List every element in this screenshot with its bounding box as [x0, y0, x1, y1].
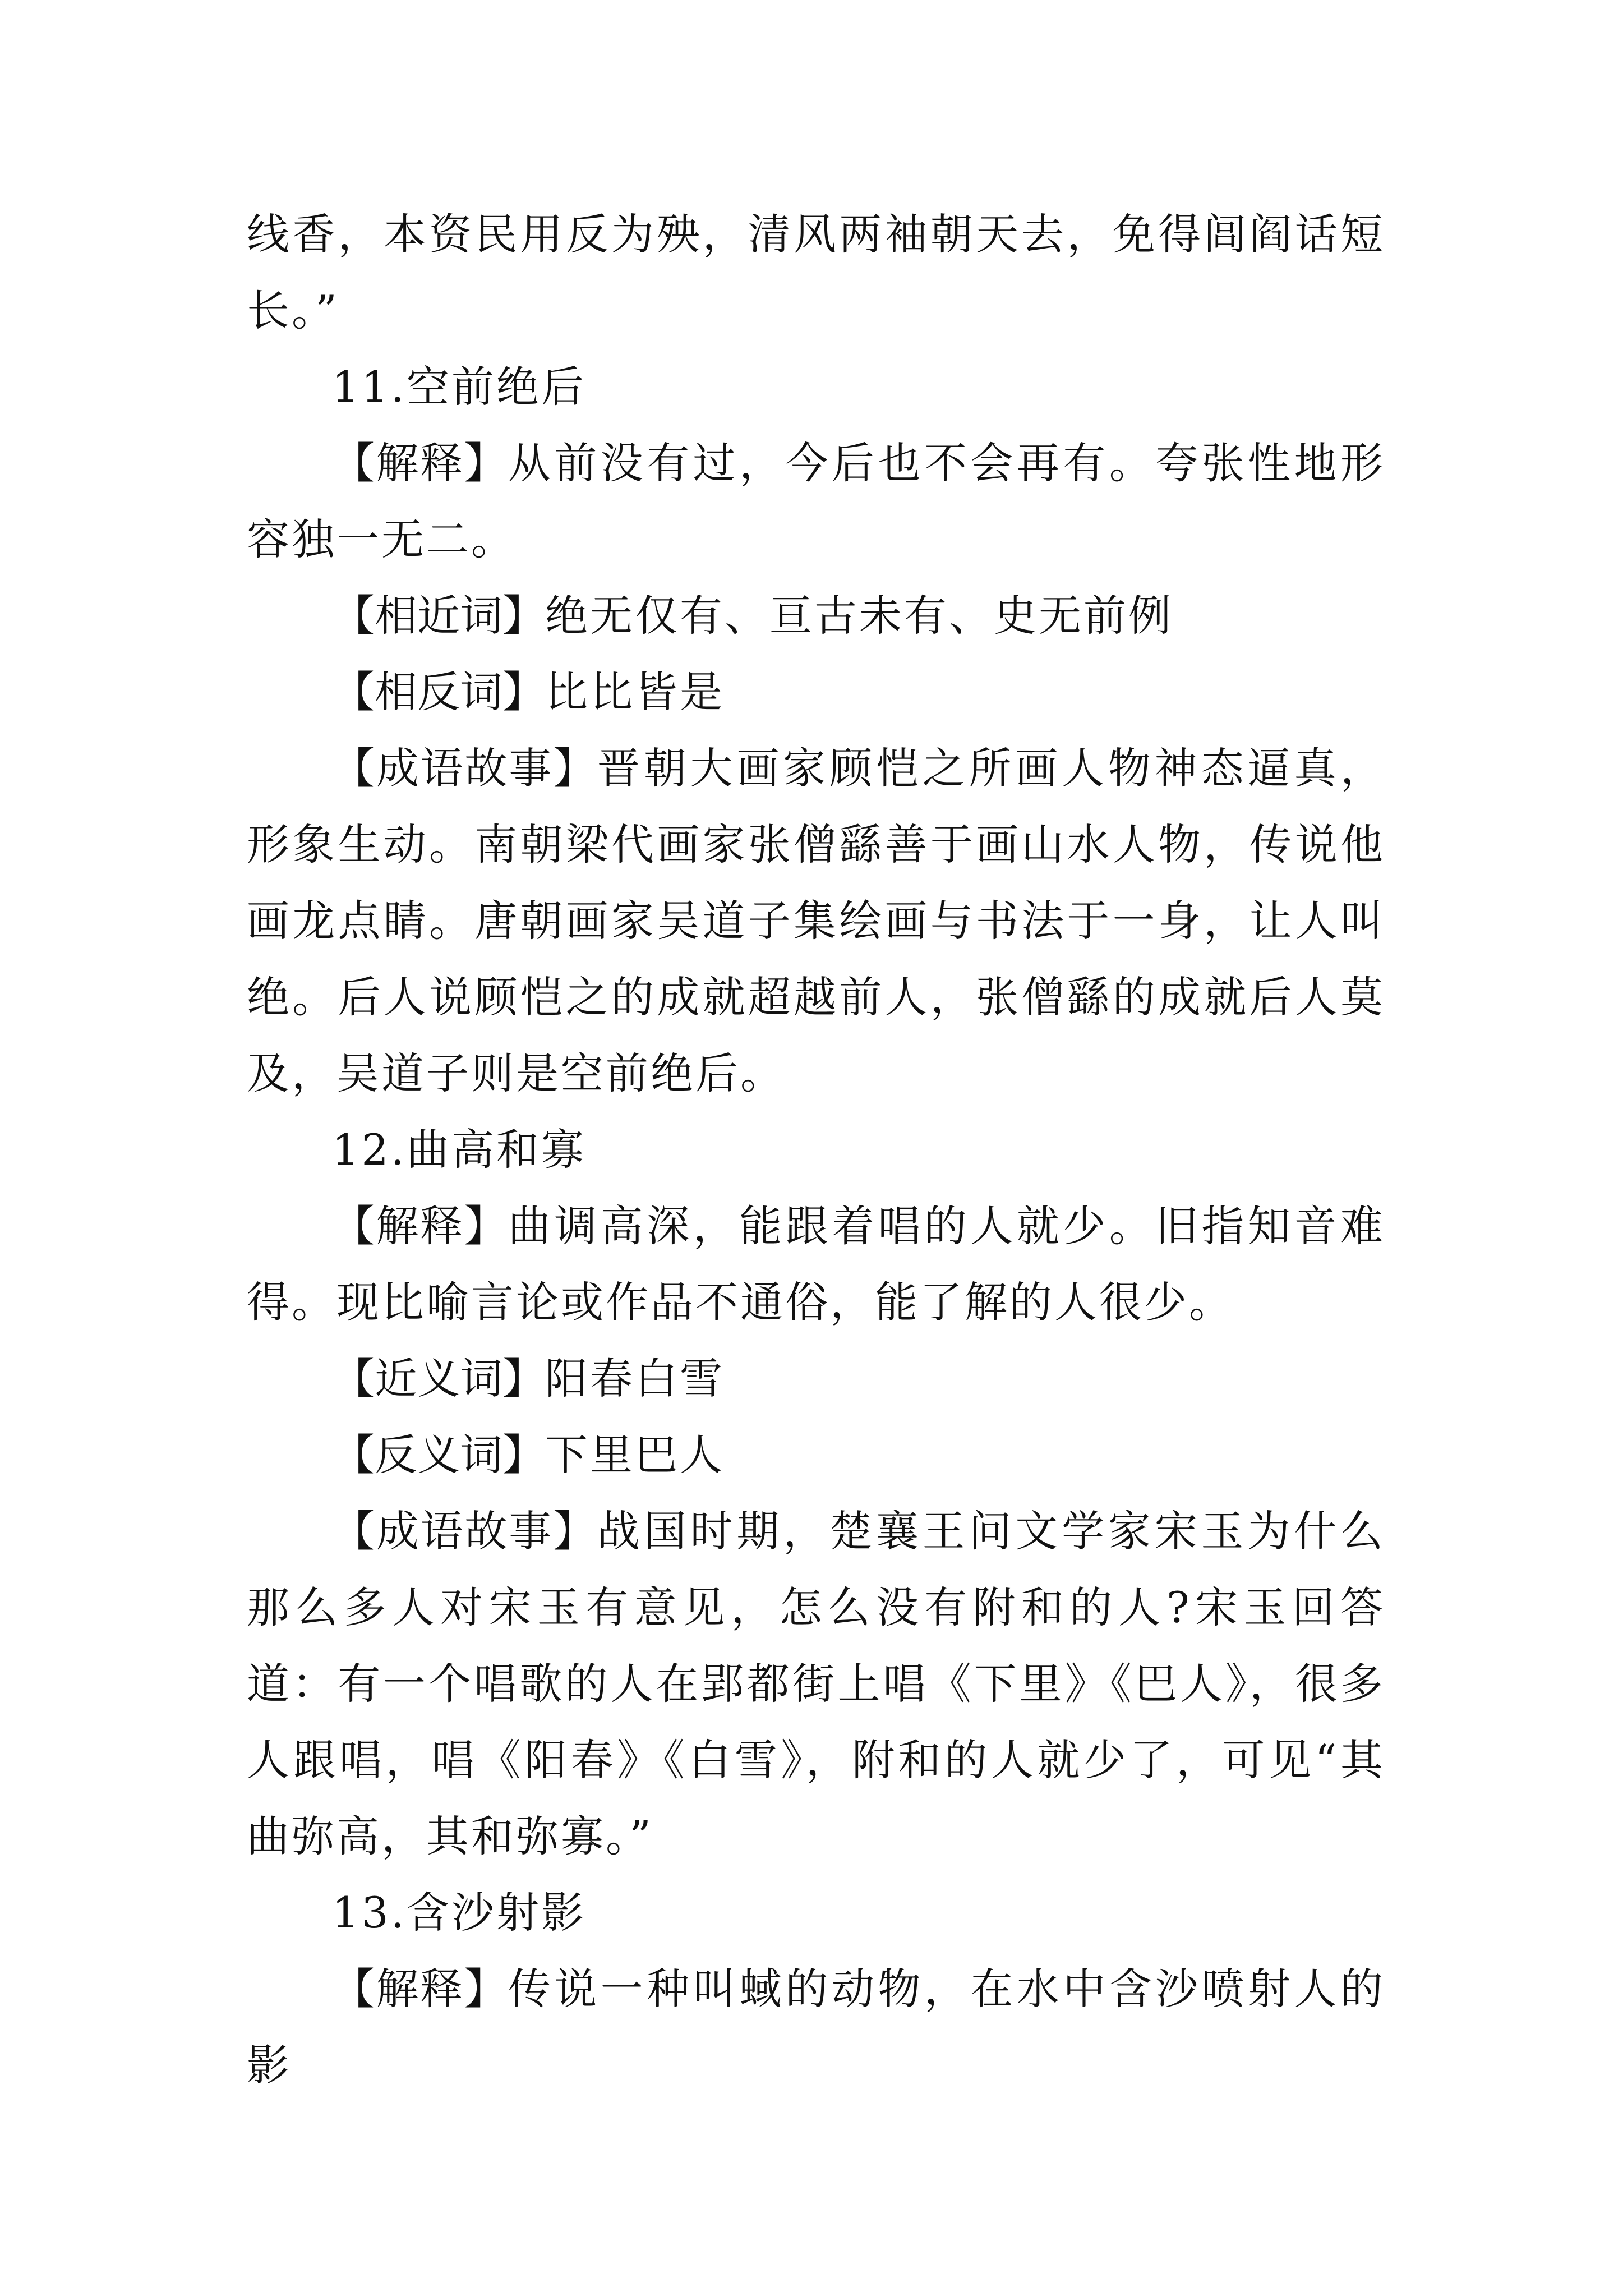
synonym-text: 阳春白雪: [545, 1354, 725, 1404]
idiom-heading-12: 12.曲高和寡: [332, 1125, 586, 1175]
definition-text: 从前没有过，今后也不会再有。夸张性地形容独一无二。: [247, 438, 1386, 564]
antonym-paragraph: [247, 1417, 1385, 1493]
story-text: 晋朝大画家顾恺之所画人物神态逼真，形象生动。南朝梁代画家张僧繇善于画山水人物，传说他画龙点睛。唐朝画家吴道子集绘画与书法于一身，让人叫绝。后人说顾恺之的成就超越前人，张僧繇的成就后人莫及，吴道子则是空前绝后。: [247, 743, 1386, 1098]
definition-label: 【解释】: [332, 438, 508, 488]
story-label: 【成语故事】: [332, 1506, 597, 1556]
definition-text: 传说一种叫蜮的动物，在水中含沙喷射人的影: [247, 1964, 1386, 2090]
definition-paragraph: [247, 425, 1385, 578]
idiom-heading-11: 11.空前绝后: [332, 362, 586, 412]
antonym-label: 【相反词】: [332, 667, 545, 717]
synonym-label: 【相近词】: [332, 591, 545, 641]
story-paragraph: [247, 730, 1385, 1112]
definition-paragraph: [247, 1188, 1385, 1341]
story-label: 【成语故事】: [332, 743, 597, 793]
paragraph-continuation: 线香，本资民用反为殃，清风两袖朝天去，免得闾阎话短长。”: [247, 209, 1385, 335]
definition-label: 【解释】: [332, 1201, 508, 1251]
story-text: 战国时期，楚襄王问文学家宋玉为什么那么多人对宋玉有意见，怎么没有附和的人?宋玉回答道：有一个唱歌的人在郢都街上唱《下里》《巴人》，很多人跟唱，唱《阳春》《白雪》，附和的人就少了，可见“其曲弥高，其和弥寡。”: [247, 1506, 1386, 1861]
synonym-paragraph: [247, 578, 1385, 654]
synonym-label: 【近义词】: [332, 1354, 545, 1404]
antonym-label: 【反义词】: [332, 1430, 545, 1480]
definition-label: 【解释】: [332, 1964, 508, 2014]
idiom-heading-13: 13.含沙射影: [332, 1888, 586, 1938]
definition-paragraph: [247, 1951, 1385, 2104]
synonym-paragraph: [247, 1341, 1385, 1417]
antonym-paragraph: [247, 654, 1385, 730]
story-paragraph: [247, 1493, 1385, 1875]
antonym-text: 比比皆是: [545, 667, 725, 717]
definition-text: 曲调高深，能跟着唱的人就少。旧指知音难得。现比喻言论或作品不通俗，能了解的人很少。: [247, 1201, 1386, 1327]
synonym-text: 绝无仅有、亘古未有、史无前例: [545, 591, 1173, 641]
antonym-text: 下里巴人: [545, 1430, 725, 1480]
document-body: [247, 196, 1385, 2104]
